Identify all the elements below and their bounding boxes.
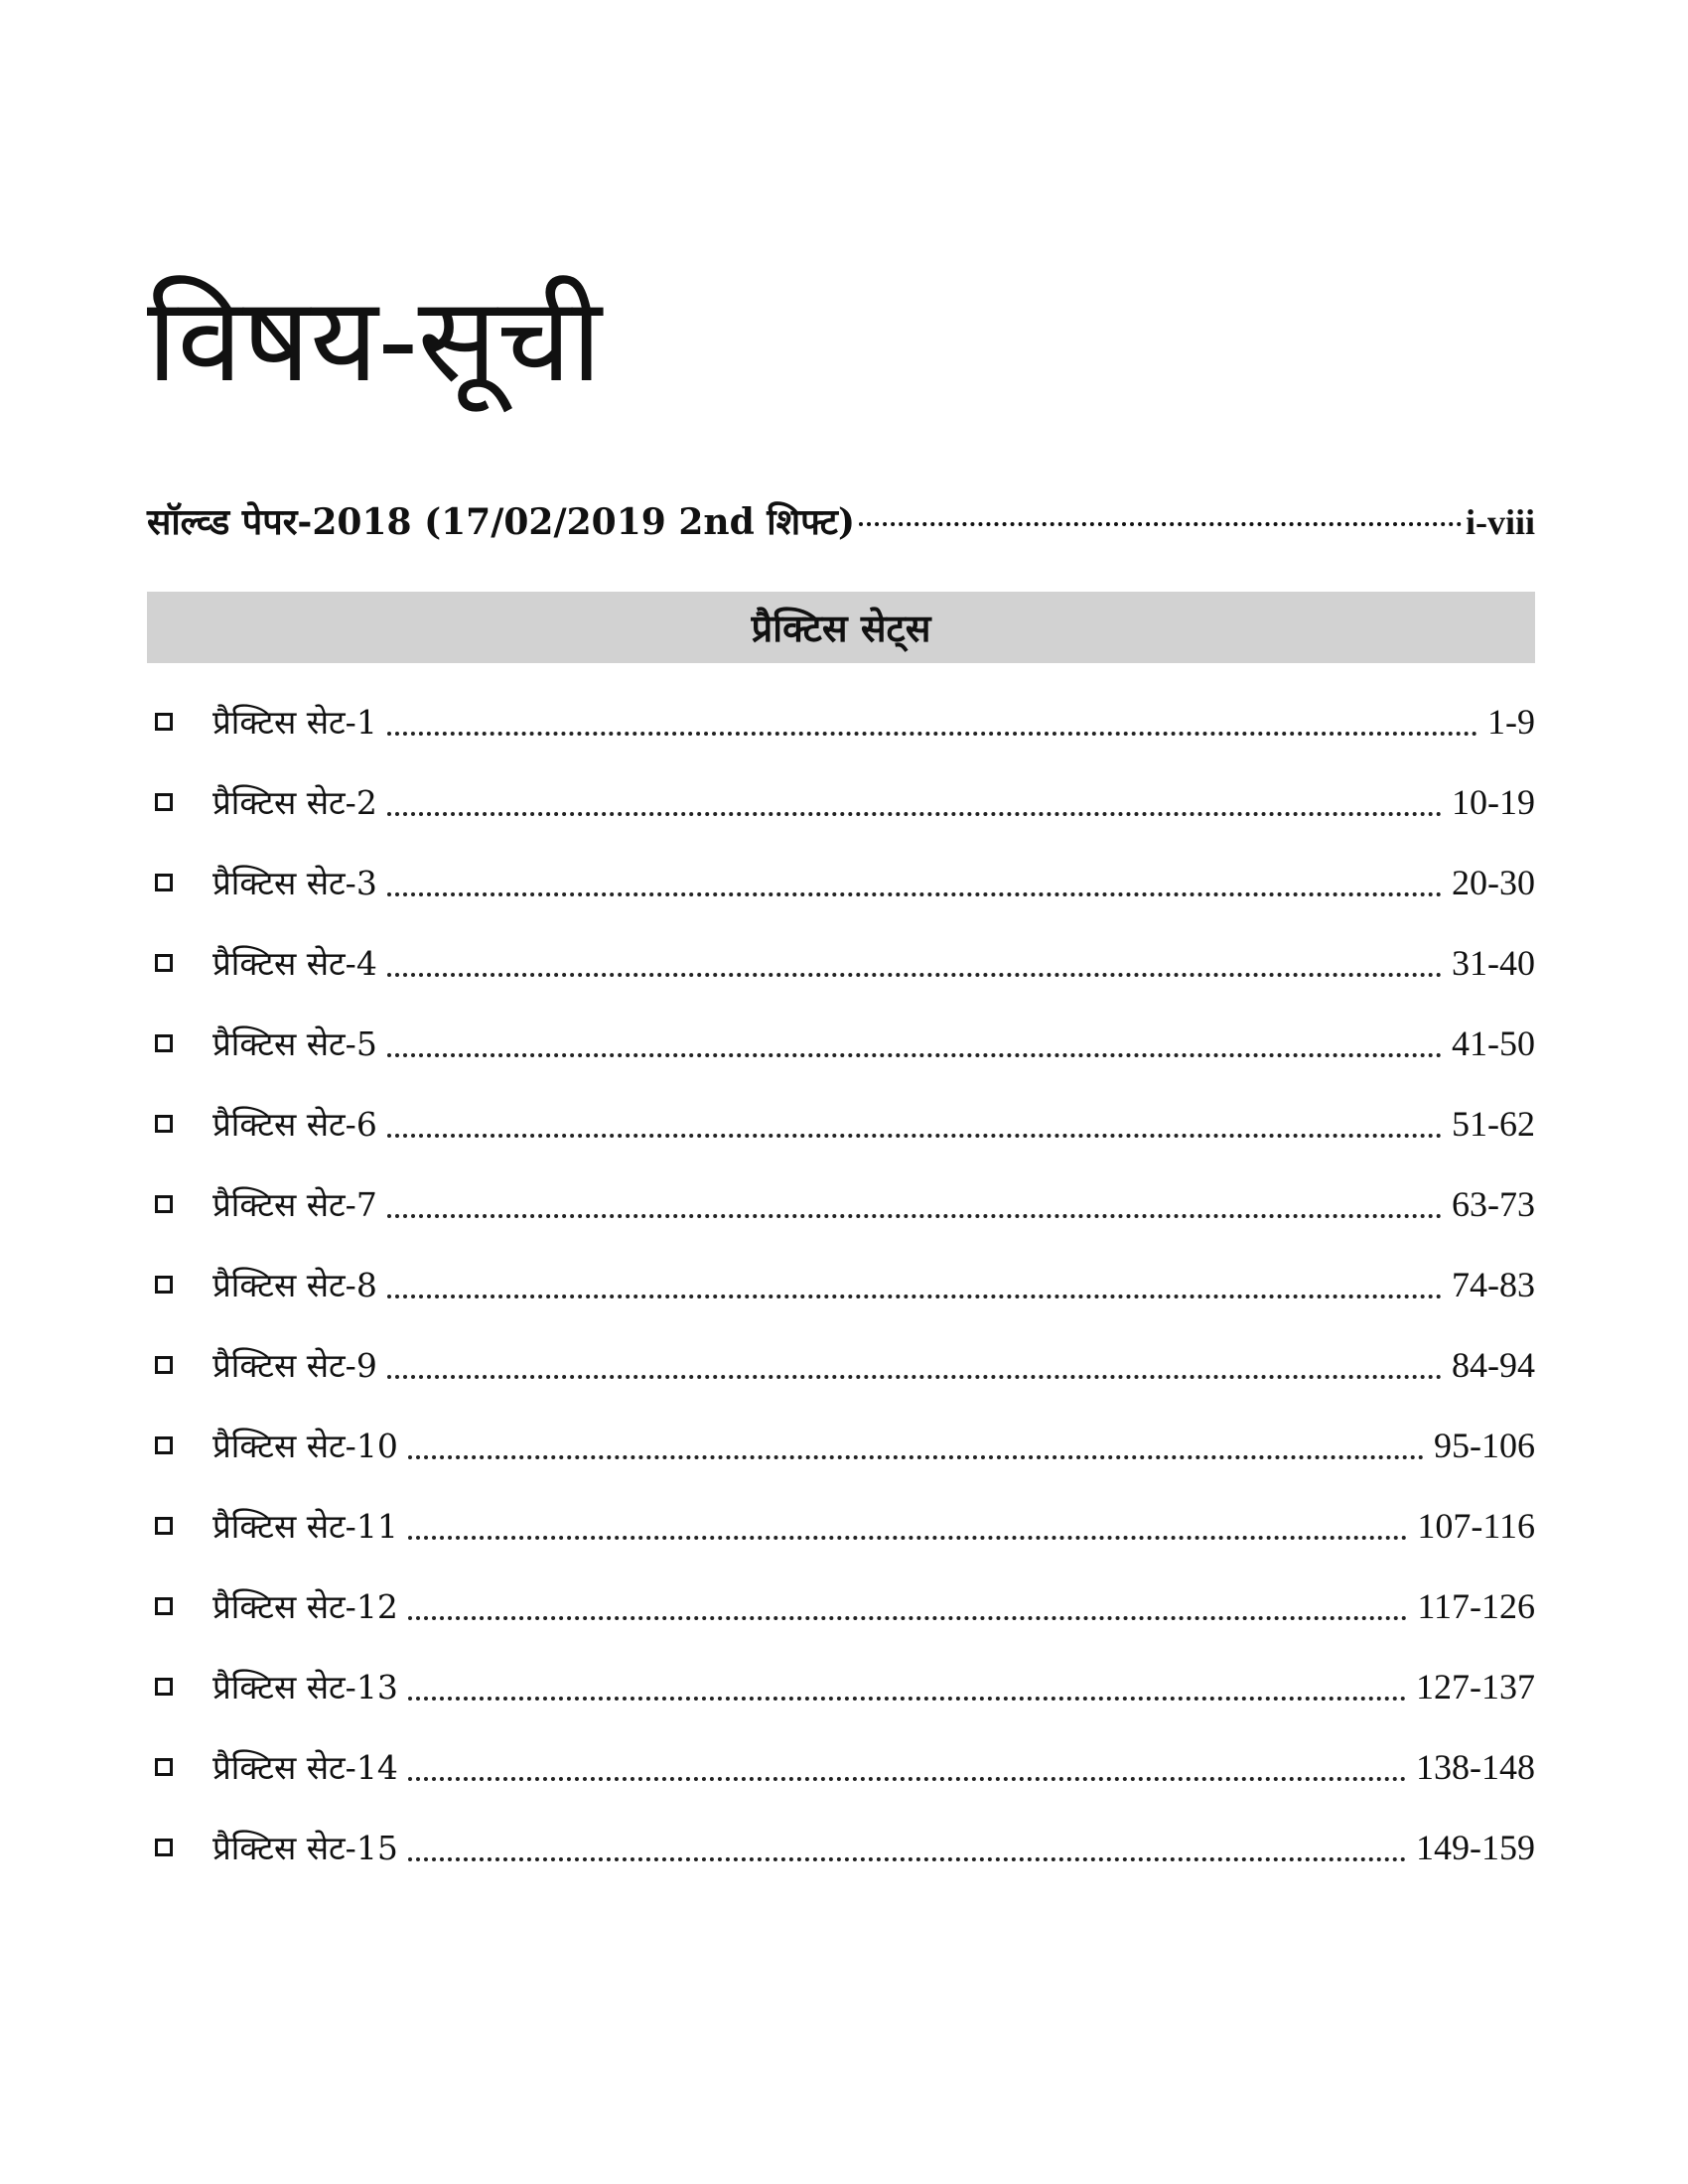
checkbox-square-icon (155, 1758, 173, 1776)
toc-entry-label: प्रैक्टिस सेट-14 (212, 1748, 398, 1787)
toc-entry[interactable] (147, 1646, 1535, 1726)
checkbox-square-icon (155, 1115, 173, 1133)
toc-entry[interactable] (147, 681, 1535, 761)
dot-leader (387, 1214, 1442, 1218)
toc-entry-label: प्रैक्टिस सेट-12 (212, 1587, 398, 1626)
checkbox-square-icon (155, 713, 173, 731)
toc-entry[interactable] (147, 1726, 1535, 1807)
toc-entry-label: प्रैक्टिस सेट-2 (212, 783, 377, 822)
dot-leader (387, 1134, 1442, 1138)
toc-entry-pages: 41-50 (1452, 1023, 1535, 1063)
toc-entry-label: प्रैक्टिस सेट-13 (212, 1668, 398, 1706)
checkbox-square-icon (155, 1517, 173, 1535)
checkbox-square-icon (155, 1436, 173, 1454)
toc-entry-pages: 95-106 (1434, 1425, 1535, 1465)
section-heading-bar (147, 592, 1535, 663)
checkbox-square-icon (155, 874, 173, 891)
toc-entry[interactable] (147, 1324, 1535, 1405)
toc-entry[interactable] (147, 1244, 1535, 1324)
section-heading: प्रैक्टिस सेट्स (751, 606, 931, 650)
dot-leader (387, 812, 1442, 816)
dot-leader (408, 1857, 1406, 1861)
toc-entry[interactable] (147, 1807, 1535, 1887)
toc-entry-label: प्रैक्टिस सेट-6 (212, 1105, 377, 1144)
dot-leader (859, 522, 1462, 526)
checkbox-square-icon (155, 1597, 173, 1615)
toc-entry-label: प्रैक्टिस सेट-7 (212, 1185, 377, 1224)
toc-list (147, 681, 1535, 1887)
toc-entry-pages: 51-62 (1452, 1103, 1535, 1144)
toc-entry-pages: 31-40 (1452, 942, 1535, 983)
checkbox-square-icon (155, 1276, 173, 1294)
toc-entry-pages: 74-83 (1452, 1264, 1535, 1304)
solved-paper-entry[interactable] (147, 496, 1535, 556)
toc-entry-label: प्रैक्टिस सेट-1 (212, 703, 377, 742)
toc-entry-label: प्रैक्टिस सेट-15 (212, 1829, 398, 1867)
toc-entry[interactable] (147, 1566, 1535, 1646)
toc-entry-pages: 20-30 (1452, 862, 1535, 902)
toc-entry-label: प्रैक्टिस सेट-10 (212, 1427, 398, 1465)
toc-entry[interactable] (147, 1485, 1535, 1566)
toc-entry-label: प्रैक्टिस सेट-9 (212, 1346, 377, 1385)
dot-leader (408, 1616, 1408, 1620)
checkbox-square-icon (155, 1195, 173, 1213)
checkbox-square-icon (155, 1678, 173, 1696)
toc-entry-pages: 138-148 (1416, 1746, 1535, 1787)
solved-paper-pages: i-viii (1466, 502, 1535, 542)
toc-entry-pages: 107-116 (1417, 1505, 1535, 1546)
toc-entry-pages: 1-9 (1487, 701, 1535, 742)
toc-entry[interactable] (147, 1083, 1535, 1163)
dot-leader (408, 1777, 1406, 1781)
toc-entry-label: प्रैक्टिस सेट-5 (212, 1024, 377, 1063)
toc-entry-pages: 127-137 (1416, 1666, 1535, 1706)
toc-entry[interactable] (147, 842, 1535, 922)
toc-entry-pages: 149-159 (1416, 1827, 1535, 1867)
toc-entry[interactable] (147, 922, 1535, 1003)
dot-leader (408, 1536, 1408, 1540)
toc-entry-label: प्रैक्टिस सेट-4 (212, 944, 377, 983)
checkbox-square-icon (155, 1034, 173, 1052)
toc-entry[interactable] (147, 1003, 1535, 1083)
toc-entry-pages: 117-126 (1417, 1585, 1535, 1626)
toc-entry[interactable] (147, 761, 1535, 842)
solved-paper-label: सॉल्व्ड पेपर-2018 (17/02/2019 2nd शिफ्ट) (147, 501, 855, 543)
checkbox-square-icon (155, 954, 173, 972)
dot-leader (387, 1375, 1442, 1379)
checkbox-square-icon (155, 1356, 173, 1374)
dot-leader (387, 732, 1477, 736)
dot-leader (387, 892, 1442, 896)
dot-leader (387, 973, 1442, 977)
toc-entry[interactable] (147, 1405, 1535, 1485)
toc-entry-label: प्रैक्टिस सेट-8 (212, 1266, 377, 1304)
toc-entry-label: प्रैक्टिस सेट-11 (212, 1507, 398, 1546)
toc-entry-pages: 63-73 (1452, 1183, 1535, 1224)
checkbox-square-icon (155, 793, 173, 811)
page-title: विषय-सूची (147, 271, 602, 408)
toc-entry-label: प्रैक्टिस सेट-3 (212, 864, 377, 902)
dot-leader (408, 1455, 1424, 1459)
toc-entry-pages: 84-94 (1452, 1344, 1535, 1385)
dot-leader (408, 1697, 1406, 1701)
toc-entry-pages: 10-19 (1452, 781, 1535, 822)
dot-leader (387, 1295, 1442, 1298)
dot-leader (387, 1053, 1442, 1057)
checkbox-square-icon (155, 1839, 173, 1856)
toc-entry[interactable] (147, 1163, 1535, 1244)
